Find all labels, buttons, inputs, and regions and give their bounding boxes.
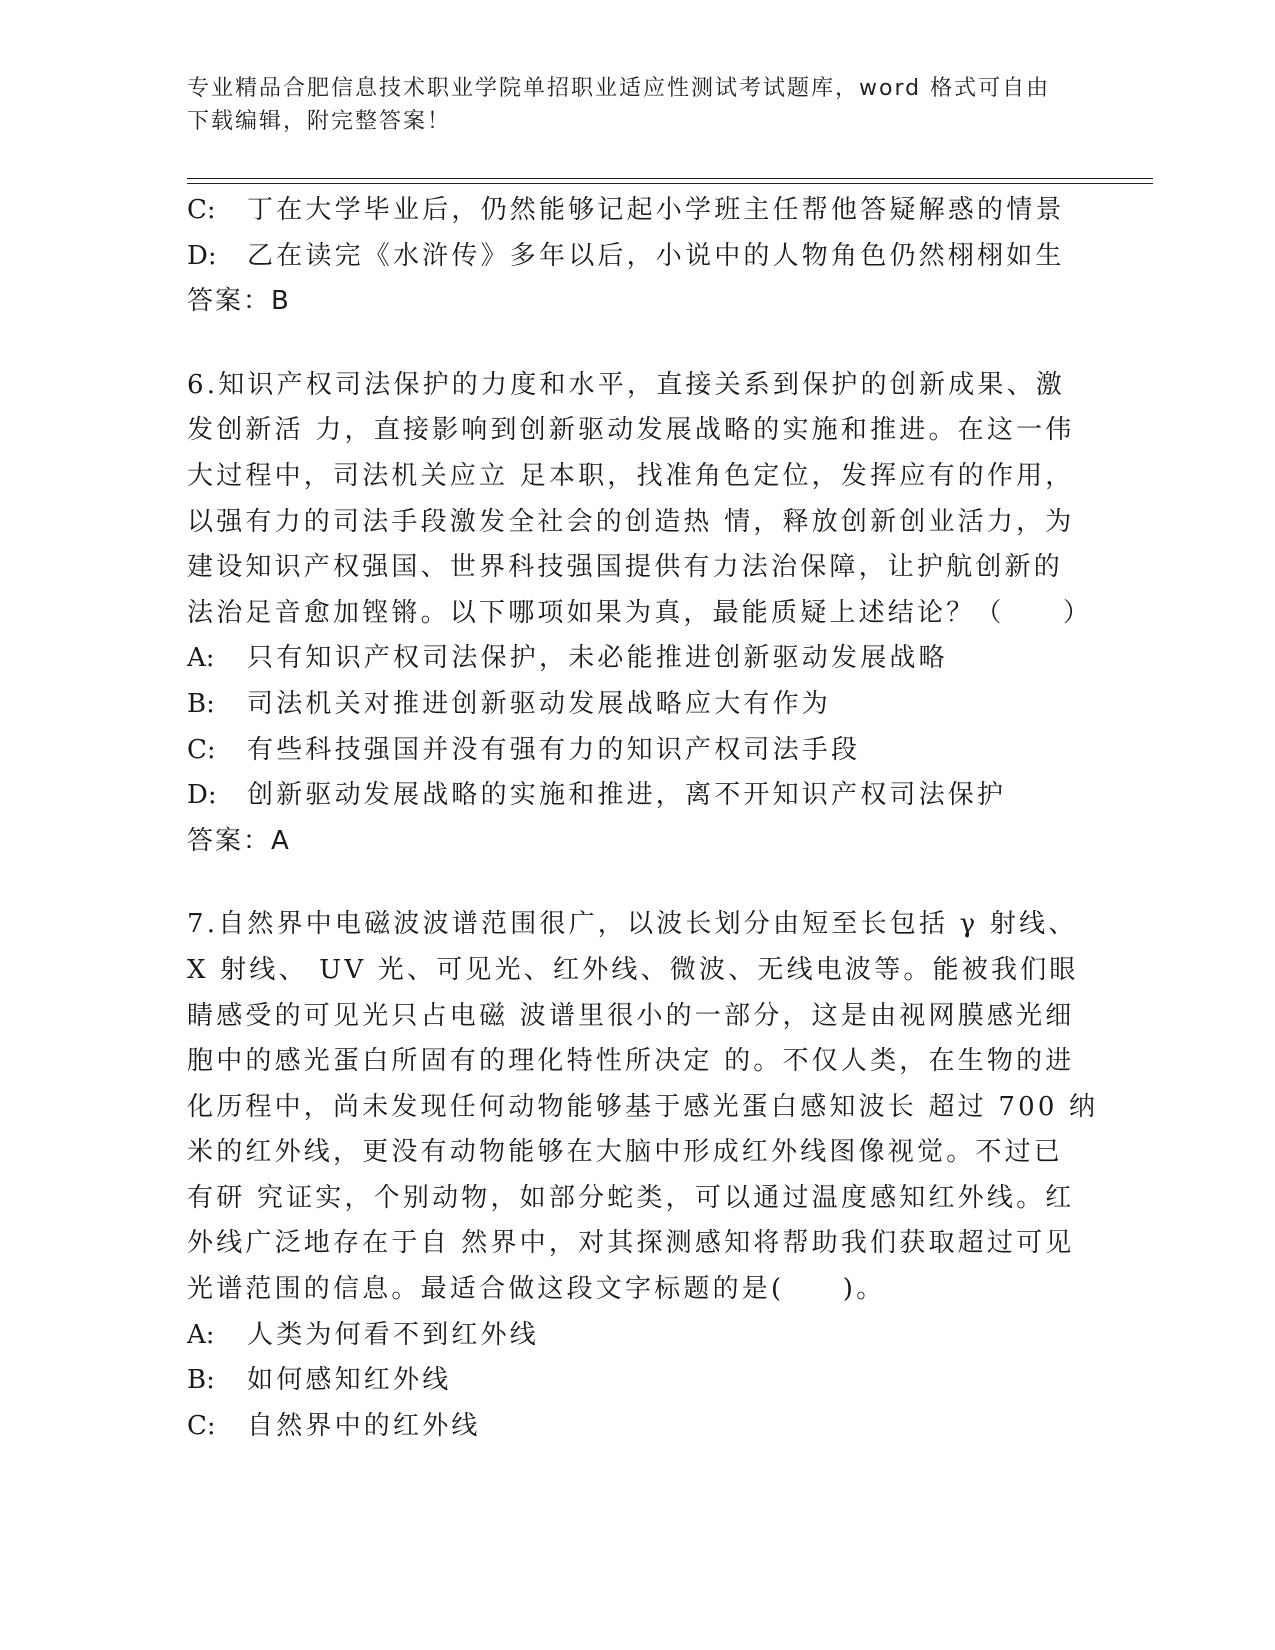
option-row (187, 1358, 1077, 1404)
option-text: 人类为何看不到红外线 (247, 1319, 540, 1350)
option-row (187, 188, 1077, 234)
answer-line: 答案：A (187, 825, 291, 856)
previous-question-tail (187, 188, 1077, 325)
question-spacer (187, 325, 1077, 363)
option-text: 丁在大学毕业后，仍然能够记起小学班主任帮他答疑解惑的情景 (247, 195, 1065, 225)
question-text-line: X 射线、 UV 光、可见光、红外线、微波、无线电波等。能被我们眼 (187, 954, 1079, 985)
question-text-line: 有研 究证实，个别动物，如部分蛇类，可以通过温度感知红外线。红 (187, 1182, 1075, 1213)
option-letter: D: (187, 780, 217, 811)
option-text: 只有知识产权司法保护，未必能推进创新驱动发展战略 (247, 643, 948, 674)
option-row (187, 234, 1077, 280)
option-text: 创新驱动发展战略的实施和推进，离不开知识产权司法保护 (247, 780, 1007, 811)
question-text-line: 发创新活 力，直接影响到创新驱动发展战略的实施和推进。在这一伟 (187, 415, 1075, 446)
option-letter: C: (187, 1410, 216, 1441)
option-row (187, 1404, 1077, 1450)
question-text-line: 光谱范围的信息。最适合做这段文字标题的是( )。 (187, 1274, 886, 1305)
option-row (187, 1313, 1077, 1359)
option-row (187, 636, 1077, 682)
option-letter: A: (187, 1319, 215, 1350)
question-text-line: 外线广泛地存在于自 然界中，对其探测感知将帮助我们获取超过可见 (187, 1228, 1075, 1259)
question-text-line: 化历程中，尚未发现任何动物能够基于感光蛋白感知波长 超过 700 纳 (187, 1091, 1099, 1122)
header-line-1: 专业精品合肥信息技术职业学院单招职业适应性测试考试题库，word 格式可自由 (187, 76, 1051, 101)
option-text: 有些科技强国并没有强有力的知识产权司法手段 (247, 734, 861, 765)
header-line-2: 下载编辑，附完整答案！ (187, 109, 452, 134)
option-row (187, 728, 1077, 774)
header-divider-top (187, 178, 1153, 179)
option-text: 司法机关对推进创新驱动发展战略应大有作为 (247, 688, 832, 719)
question-spacer (187, 864, 1077, 902)
option-letter: A: (187, 643, 215, 674)
option-letter: B: (187, 688, 215, 719)
question-text-line: 法治足音愈加铿锵。以下哪项如果为真，最能质疑上述结论？（ ） (187, 597, 1093, 628)
option-letter: D: (187, 240, 217, 271)
option-text: 如何感知红外线 (247, 1365, 452, 1396)
option-letter: C: (187, 734, 216, 765)
option-row (187, 682, 1077, 728)
question-6 (187, 363, 1093, 865)
option-text: 乙在读完《水浒传》多年以后，小说中的人物角色仍然栩栩如生 (247, 240, 1065, 271)
option-row (187, 773, 1077, 819)
question-text-line: 米的红外线，更没有动物能够在大脑中形成红外线图像视觉。不过已 (187, 1137, 1064, 1168)
page-header (187, 72, 1087, 138)
header-divider-bottom (187, 183, 1153, 184)
question-text-line: 胞中的感光蛋白所固有的理化特性所决定 的。不仅人类，在生物的进 (187, 1046, 1075, 1077)
question-text-line: 6.知识产权司法保护的力度和水平，直接关系到保护的创新成果、激 (187, 369, 1066, 400)
option-text: 自然界中的红外线 (247, 1410, 481, 1441)
question-text-line: 睛感受的可见光只占电磁 波谱里很小的一部分，这是由视网膜感光细 (187, 1000, 1075, 1031)
option-letter: B: (187, 1365, 215, 1396)
question-7 (187, 902, 1099, 1449)
answer-line: 答案：B (187, 286, 291, 317)
question-text-line: 7.自然界中电磁波波谱范围很广，以波长划分由短至长包括 γ 射线、 (187, 909, 1078, 940)
question-text-line: 大过程中，司法机关应立 足本职，找准角色定位，发挥应有的作用， (187, 460, 1075, 491)
document-body (187, 188, 1099, 1449)
option-letter: C: (187, 195, 216, 225)
question-text-line: 以强有力的司法手段激发全社会的创造热 情，释放创新创业活力，为 (187, 506, 1075, 537)
question-text-line: 建设知识产权强国、世界科技强国提供有力法治保障，让护航创新的 (187, 552, 1064, 583)
